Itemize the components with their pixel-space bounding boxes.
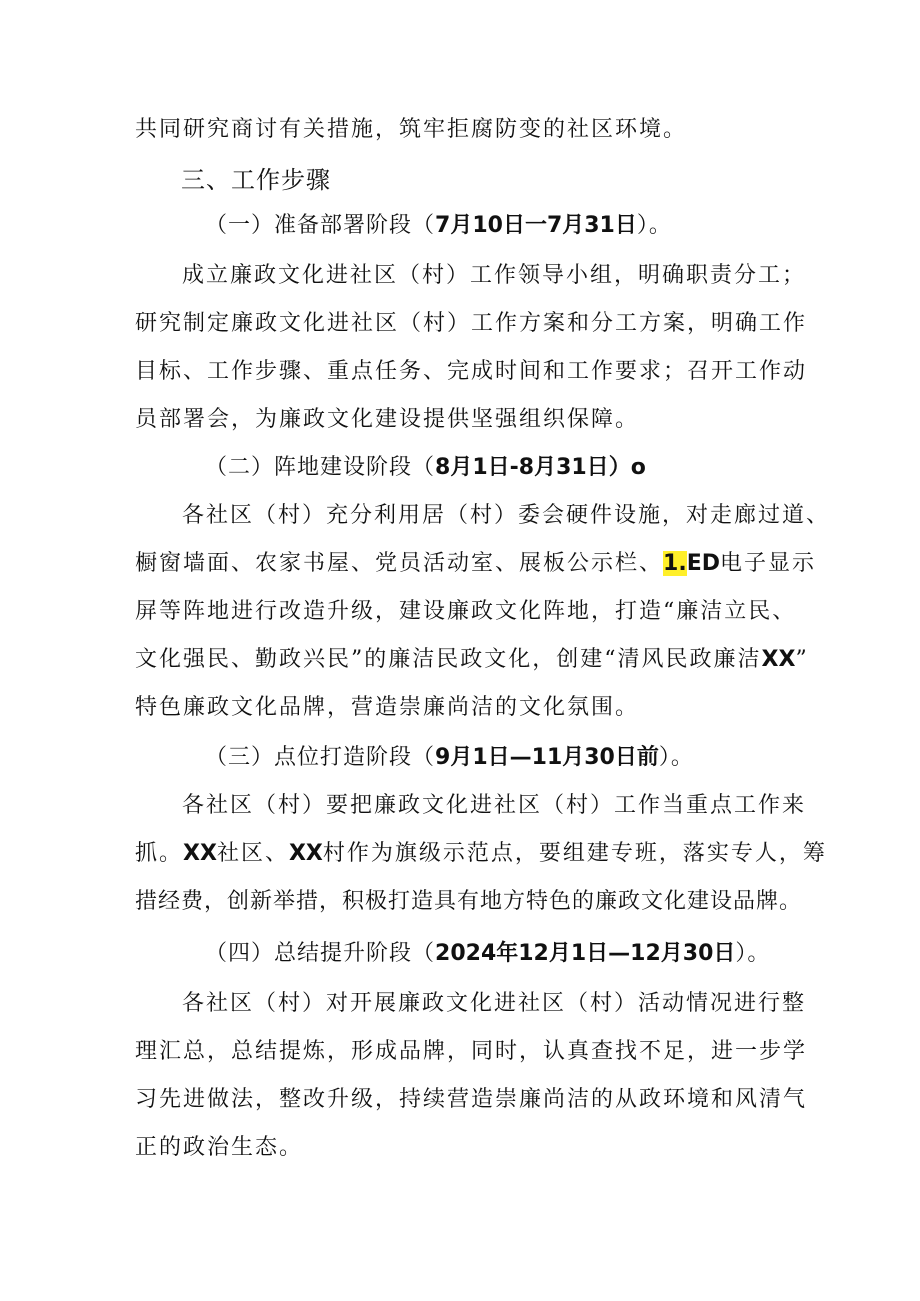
paragraph-line: 研究制定廉政文化进社区（村）工作方案和分工方案，明确工作	[135, 311, 808, 336]
paragraph-line: 习先进做法，整改升级，持续营造崇廉尚洁的从政环境和风清气	[135, 1087, 808, 1112]
paragraph-line: 共同研究商讨有关措施，筑牢拒腐防变的社区环境。	[135, 117, 688, 142]
paragraph-line: 员部署会，为廉政文化建设提供坚强组织保障。	[135, 407, 640, 432]
stage4-heading: （四）总结提升阶段（2024年12月1日—12月30日）。	[205, 941, 771, 966]
paragraph-line: 各社区（村）对开展廉政文化进社区（村）活动情况进行整	[182, 991, 807, 1016]
paragraph-line: 成立廉政文化进社区（村）工作领导小组，明确职责分工；	[182, 263, 807, 288]
paragraph-line: 措经费，创新举措，积极打造具有地方特色的廉政文化建设品牌。	[135, 889, 803, 914]
highlighted-text: 1.	[663, 551, 687, 576]
paragraph-line: 各社区（村）充分利用居（村）委会硬件设施，对走廊过道、	[182, 503, 831, 528]
paragraph-line: 理汇总，总结提炼，形成品牌，同时，认真查找不足，进一步学	[135, 1039, 808, 1064]
paragraph-line: 文化强民、勤政兴民”的廉洁民政文化，创建“清风民政廉洁XX”	[135, 647, 809, 672]
paragraph-line: 特色廉政文化品牌，营造崇廉尚洁的文化氛围。	[135, 695, 640, 720]
paragraph-line: 橱窗墙面、农家书屋、党员活动室、展板公示栏、1.ED电子显示	[135, 551, 816, 576]
paragraph-line: 目标、工作步骤、重点任务、完成时间和工作要求；召开工作动	[135, 359, 808, 384]
paragraph-line: 正的政治生态。	[135, 1135, 304, 1160]
section-title: 三、工作步骤	[181, 166, 331, 194]
stage1-heading: （一）准备部署阶段（7月10日一7月31日）。	[205, 213, 672, 238]
stage2-heading: （二）阵地建设阶段（8月1日-8月31日）o	[205, 455, 646, 480]
paragraph-line: 抓。XX社区、XX村作为旗级示范点，要组建专班，落实专人，筹	[135, 841, 827, 866]
stage3-heading: （三）点位打造阶段（9月1日—11月30日前）。	[205, 745, 694, 770]
paragraph-line: 屏等阵地进行改造升级，建设廉政文化阵地，打造“廉洁立民、	[135, 599, 797, 624]
paragraph-line: 各社区（村）要把廉政文化进社区（村）工作当重点工作来	[182, 793, 807, 818]
